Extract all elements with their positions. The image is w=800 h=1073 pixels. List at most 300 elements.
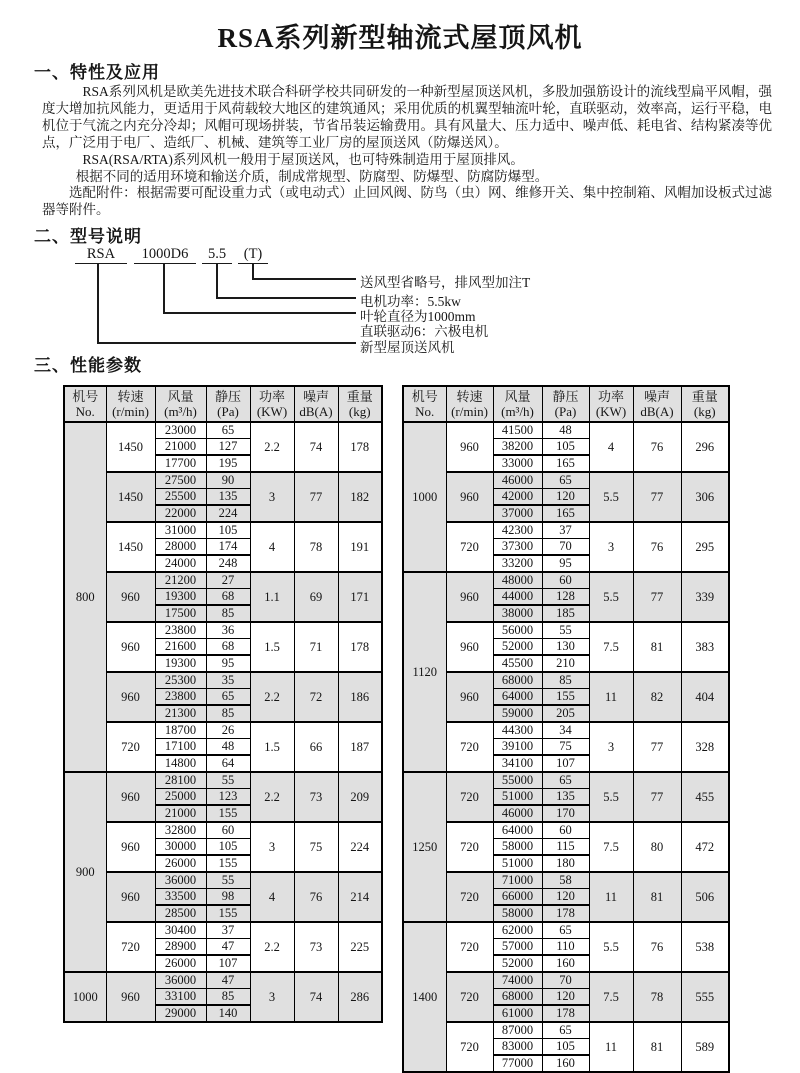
- speed-cell: 720: [106, 722, 155, 772]
- static-pressure-cell: 115: [542, 839, 589, 856]
- weight-cell: 404: [681, 672, 729, 722]
- column-header: 重量 (kg): [681, 386, 729, 422]
- airflow-cell: 23000: [155, 422, 206, 439]
- airflow-cell: 44000: [493, 589, 542, 606]
- noise-cell: 77: [633, 572, 681, 622]
- airflow-cell: 26000: [155, 855, 206, 872]
- static-pressure-cell: 120: [542, 989, 589, 1006]
- static-pressure-cell: 135: [206, 489, 250, 506]
- airflow-cell: 68000: [493, 989, 542, 1006]
- airflow-cell: 42300: [493, 522, 542, 539]
- airflow-cell: 33100: [155, 989, 206, 1006]
- table-row: [64, 722, 382, 739]
- static-pressure-cell: 68: [206, 639, 250, 656]
- static-pressure-cell: 180: [542, 855, 589, 872]
- static-pressure-cell: 37: [206, 922, 250, 939]
- table-row: [403, 472, 729, 489]
- airflow-cell: 51000: [493, 855, 542, 872]
- airflow-cell: 19300: [155, 589, 206, 606]
- speed-cell: 720: [446, 822, 493, 872]
- noise-cell: 76: [633, 922, 681, 972]
- speed-cell: 720: [446, 972, 493, 1022]
- table-row: [64, 872, 382, 889]
- table-row: [64, 972, 382, 989]
- airflow-cell: 83000: [493, 1039, 542, 1056]
- static-pressure-cell: 48: [206, 739, 250, 756]
- airflow-cell: 29000: [155, 1005, 206, 1022]
- airflow-cell: 27500: [155, 472, 206, 489]
- power-cell: 1.5: [250, 722, 294, 772]
- table-row: [64, 822, 382, 839]
- connector-line: [216, 297, 356, 299]
- machine-no-cell: 1000: [403, 422, 446, 572]
- airflow-cell: 30000: [155, 839, 206, 856]
- airflow-cell: 23800: [155, 622, 206, 639]
- column-header: 噪声 dB(A): [294, 386, 338, 422]
- table-row: [64, 772, 382, 789]
- table-header: [403, 386, 729, 422]
- airflow-cell: 34100: [493, 755, 542, 772]
- weight-cell: 328: [681, 722, 729, 772]
- airflow-cell: 87000: [493, 1022, 542, 1039]
- speed-cell: 960: [446, 622, 493, 672]
- static-pressure-cell: 155: [542, 689, 589, 706]
- machine-no-cell: 1400: [403, 922, 446, 1072]
- speed-cell: 960: [106, 872, 155, 922]
- table-body: [403, 422, 729, 1072]
- airflow-cell: 39100: [493, 739, 542, 756]
- static-pressure-cell: 135: [542, 789, 589, 806]
- static-pressure-cell: 123: [206, 789, 250, 806]
- power-cell: 7.5: [589, 822, 633, 872]
- static-pressure-cell: 60: [542, 572, 589, 589]
- power-cell: 7.5: [589, 622, 633, 672]
- airflow-cell: 58000: [493, 839, 542, 856]
- noise-cell: 77: [633, 472, 681, 522]
- column-header: 功率 (KW): [589, 386, 633, 422]
- weight-cell: 187: [338, 722, 382, 772]
- airflow-cell: 25500: [155, 489, 206, 506]
- static-pressure-cell: 210: [542, 655, 589, 672]
- static-pressure-cell: 155: [206, 855, 250, 872]
- paragraph: RSA(RSA/RTA)系列风机一般用于屋顶送风，也可特殊制造用于屋顶排风。: [82, 151, 524, 167]
- power-cell: 1.1: [250, 572, 294, 622]
- static-pressure-cell: 85: [542, 672, 589, 689]
- speed-cell: 720: [446, 522, 493, 572]
- performance-table-right: [402, 385, 730, 1073]
- noise-cell: 77: [294, 472, 338, 522]
- speed-cell: 960: [446, 422, 493, 472]
- airflow-cell: 41500: [493, 422, 542, 439]
- page-title: RSA系列新型轴流式屋顶风机: [217, 23, 583, 53]
- speed-cell: 960: [106, 822, 155, 872]
- weight-cell: 178: [338, 422, 382, 472]
- table-row: [403, 522, 729, 539]
- static-pressure-cell: 185: [542, 605, 589, 622]
- static-pressure-cell: 65: [542, 922, 589, 939]
- static-pressure-cell: 95: [206, 655, 250, 672]
- static-pressure-cell: 98: [206, 889, 250, 906]
- noise-cell: 78: [633, 972, 681, 1022]
- airflow-cell: 52000: [493, 639, 542, 656]
- airflow-cell: 38000: [493, 605, 542, 622]
- speed-cell: 960: [106, 972, 155, 1022]
- weight-cell: 455: [681, 772, 729, 822]
- airflow-cell: 37000: [493, 505, 542, 522]
- column-header: 转速 (r/min): [106, 386, 155, 422]
- power-cell: 5.5: [589, 472, 633, 522]
- static-pressure-cell: 55: [206, 872, 250, 889]
- static-pressure-cell: 224: [206, 505, 250, 522]
- static-pressure-cell: 248: [206, 555, 250, 572]
- static-pressure-cell: 58: [542, 872, 589, 889]
- airflow-cell: 51000: [493, 789, 542, 806]
- weight-cell: 186: [338, 672, 382, 722]
- table-row: [403, 972, 729, 989]
- static-pressure-cell: 85: [206, 605, 250, 622]
- column-header: 机号 No.: [403, 386, 446, 422]
- static-pressure-cell: 47: [206, 972, 250, 989]
- static-pressure-cell: 27: [206, 572, 250, 589]
- static-pressure-cell: 140: [206, 1005, 250, 1022]
- paragraph: 根据不同的适用环境和输送介质，制成常规型、防腐型、防爆型、防腐防爆型。: [75, 168, 549, 184]
- machine-no-cell: 1250: [403, 772, 446, 922]
- table-row: [64, 422, 382, 439]
- static-pressure-cell: 65: [542, 772, 589, 789]
- column-header: 功率 (KW): [250, 386, 294, 422]
- static-pressure-cell: 85: [206, 705, 250, 722]
- static-pressure-cell: 65: [542, 1022, 589, 1039]
- static-pressure-cell: 65: [542, 472, 589, 489]
- connector-line: [163, 264, 165, 313]
- speed-cell: 1450: [106, 472, 155, 522]
- power-cell: 2.2: [250, 672, 294, 722]
- noise-cell: 71: [294, 622, 338, 672]
- power-cell: 4: [250, 872, 294, 922]
- airflow-cell: 38200: [493, 439, 542, 456]
- speed-cell: 960: [106, 572, 155, 622]
- weight-cell: 178: [338, 622, 382, 672]
- power-cell: 7.5: [589, 972, 633, 1022]
- speed-cell: 720: [106, 922, 155, 972]
- static-pressure-cell: 160: [542, 955, 589, 972]
- airflow-cell: 57000: [493, 939, 542, 956]
- noise-cell: 72: [294, 672, 338, 722]
- noise-cell: 80: [633, 822, 681, 872]
- noise-cell: 77: [633, 722, 681, 772]
- section-heading-model: 二、型号说明: [34, 227, 142, 246]
- speed-cell: 960: [106, 622, 155, 672]
- column-header: 转速 (r/min): [446, 386, 493, 422]
- speed-cell: 720: [446, 722, 493, 772]
- airflow-cell: 17100: [155, 739, 206, 756]
- table-row: [64, 572, 382, 589]
- static-pressure-cell: 155: [206, 905, 250, 922]
- table-row: [403, 722, 729, 739]
- connector-line: [216, 264, 218, 298]
- static-pressure-cell: 48: [542, 422, 589, 439]
- static-pressure-cell: 107: [206, 955, 250, 972]
- model-label-diameter: 叶轮直径为1000mm: [360, 309, 476, 324]
- table-row: [64, 522, 382, 539]
- static-pressure-cell: 155: [206, 805, 250, 822]
- weight-cell: 538: [681, 922, 729, 972]
- speed-cell: 720: [446, 872, 493, 922]
- power-cell: 4: [250, 522, 294, 572]
- weight-cell: 286: [338, 972, 382, 1022]
- airflow-cell: 21000: [155, 805, 206, 822]
- static-pressure-cell: 68: [206, 589, 250, 606]
- power-cell: 3: [250, 972, 294, 1022]
- static-pressure-cell: 70: [542, 539, 589, 556]
- static-pressure-cell: 127: [206, 439, 250, 456]
- static-pressure-cell: 205: [542, 705, 589, 722]
- model-part-series: RSA: [75, 246, 127, 264]
- airflow-cell: 33200: [493, 555, 542, 572]
- speed-cell: 1450: [106, 422, 155, 472]
- power-cell: 5.5: [589, 572, 633, 622]
- table-row: [403, 872, 729, 889]
- column-header: 风量 (m³/h): [493, 386, 542, 422]
- airflow-cell: 36000: [155, 972, 206, 989]
- static-pressure-cell: 65: [206, 422, 250, 439]
- noise-cell: 82: [633, 672, 681, 722]
- weight-cell: 182: [338, 472, 382, 522]
- speed-cell: 720: [446, 772, 493, 822]
- noise-cell: 76: [294, 872, 338, 922]
- airflow-cell: 59000: [493, 705, 542, 722]
- static-pressure-cell: 107: [542, 755, 589, 772]
- connector-line: [97, 264, 99, 343]
- airflow-cell: 32800: [155, 822, 206, 839]
- speed-cell: 960: [446, 472, 493, 522]
- airflow-cell: 37300: [493, 539, 542, 556]
- airflow-cell: 48000: [493, 572, 542, 589]
- airflow-cell: 77000: [493, 1055, 542, 1072]
- static-pressure-cell: 170: [542, 805, 589, 822]
- model-part-power: 5.5: [202, 246, 232, 264]
- airflow-cell: 14800: [155, 755, 206, 772]
- airflow-cell: 64000: [493, 689, 542, 706]
- weight-cell: 555: [681, 972, 729, 1022]
- weight-cell: 171: [338, 572, 382, 622]
- airflow-cell: 46000: [493, 472, 542, 489]
- static-pressure-cell: 64: [206, 755, 250, 772]
- speed-cell: 720: [446, 1022, 493, 1072]
- model-label-series: 新型屋顶送风机: [360, 340, 455, 355]
- noise-cell: 81: [633, 1022, 681, 1072]
- section-heading-performance: 三、性能参数: [34, 356, 142, 375]
- section-heading-features: 一、特性及应用: [34, 63, 160, 82]
- weight-cell: 383: [681, 622, 729, 672]
- airflow-cell: 17700: [155, 455, 206, 472]
- static-pressure-cell: 178: [542, 1005, 589, 1022]
- airflow-cell: 21600: [155, 639, 206, 656]
- airflow-cell: 22000: [155, 505, 206, 522]
- static-pressure-cell: 65: [206, 689, 250, 706]
- table-row: [403, 622, 729, 639]
- static-pressure-cell: 105: [542, 1039, 589, 1056]
- weight-cell: 214: [338, 872, 382, 922]
- speed-cell: 960: [446, 572, 493, 622]
- airflow-cell: 31000: [155, 522, 206, 539]
- airflow-cell: 62000: [493, 922, 542, 939]
- model-label-exhaust: 送风型省略号，排风型加注T: [360, 275, 531, 290]
- static-pressure-cell: 26: [206, 722, 250, 739]
- static-pressure-cell: 36: [206, 622, 250, 639]
- airflow-cell: 25300: [155, 672, 206, 689]
- weight-cell: 209: [338, 772, 382, 822]
- table-header: [64, 386, 382, 422]
- connector-line: [252, 264, 254, 279]
- power-cell: 4: [589, 422, 633, 472]
- airflow-cell: 56000: [493, 622, 542, 639]
- static-pressure-cell: 105: [206, 522, 250, 539]
- noise-cell: 81: [633, 622, 681, 672]
- noise-cell: 75: [294, 822, 338, 872]
- airflow-cell: 58000: [493, 905, 542, 922]
- connector-line: [97, 342, 356, 344]
- table-row: [403, 672, 729, 689]
- table-body: [64, 422, 382, 1022]
- power-cell: 2.2: [250, 772, 294, 822]
- airflow-cell: 28500: [155, 905, 206, 922]
- airflow-cell: 55000: [493, 772, 542, 789]
- airflow-cell: 21300: [155, 705, 206, 722]
- power-cell: 3: [250, 822, 294, 872]
- static-pressure-cell: 105: [206, 839, 250, 856]
- paragraph: 选配附件：根据需要可配设重力式（或电动式）止回风阀、防鸟（虫）网、维修开关、集中控制箱、风帽加设板式过滤器等附件。: [42, 185, 772, 218]
- airflow-cell: 30400: [155, 922, 206, 939]
- airflow-cell: 28000: [155, 539, 206, 556]
- static-pressure-cell: 85: [206, 989, 250, 1006]
- static-pressure-cell: 120: [542, 889, 589, 906]
- airflow-cell: 28900: [155, 939, 206, 956]
- noise-cell: 78: [294, 522, 338, 572]
- noise-cell: 69: [294, 572, 338, 622]
- static-pressure-cell: 60: [206, 822, 250, 839]
- power-cell: 5.5: [589, 922, 633, 972]
- speed-cell: 1450: [106, 522, 155, 572]
- static-pressure-cell: 75: [542, 739, 589, 756]
- features-paragraphs: [42, 84, 772, 219]
- noise-cell: 76: [633, 422, 681, 472]
- airflow-cell: 68000: [493, 672, 542, 689]
- static-pressure-cell: 70: [542, 972, 589, 989]
- airflow-cell: 17500: [155, 605, 206, 622]
- airflow-cell: 19300: [155, 655, 206, 672]
- table-row: [64, 472, 382, 489]
- airflow-cell: 21200: [155, 572, 206, 589]
- speed-cell: 960: [106, 772, 155, 822]
- static-pressure-cell: 35: [206, 672, 250, 689]
- airflow-cell: 61000: [493, 1005, 542, 1022]
- airflow-cell: 36000: [155, 872, 206, 889]
- static-pressure-cell: 55: [542, 622, 589, 639]
- weight-cell: 296: [681, 422, 729, 472]
- performance-table-left: [63, 385, 383, 1023]
- power-cell: 3: [589, 722, 633, 772]
- column-header: 机号 No.: [64, 386, 106, 422]
- static-pressure-cell: 120: [542, 489, 589, 506]
- airflow-cell: 52000: [493, 955, 542, 972]
- noise-cell: 74: [294, 972, 338, 1022]
- static-pressure-cell: 110: [542, 939, 589, 956]
- static-pressure-cell: 128: [542, 589, 589, 606]
- static-pressure-cell: 165: [542, 455, 589, 472]
- header-row: [64, 386, 382, 422]
- static-pressure-cell: 195: [206, 455, 250, 472]
- table-row: [64, 622, 382, 639]
- static-pressure-cell: 160: [542, 1055, 589, 1072]
- machine-no-cell: 800: [64, 422, 106, 772]
- static-pressure-cell: 105: [542, 439, 589, 456]
- static-pressure-cell: 55: [206, 772, 250, 789]
- model-part-exhaust: (T): [238, 246, 268, 264]
- static-pressure-cell: 60: [542, 822, 589, 839]
- connector-line: [163, 312, 356, 314]
- table-row: [403, 422, 729, 439]
- static-pressure-cell: 130: [542, 639, 589, 656]
- connector-line: [252, 278, 356, 280]
- power-cell: 2.2: [250, 922, 294, 972]
- speed-cell: 960: [446, 672, 493, 722]
- speed-cell: 960: [106, 672, 155, 722]
- weight-cell: 339: [681, 572, 729, 622]
- airflow-cell: 28100: [155, 772, 206, 789]
- weight-cell: 589: [681, 1022, 729, 1072]
- power-cell: 3: [589, 522, 633, 572]
- airflow-cell: 46000: [493, 805, 542, 822]
- noise-cell: 76: [633, 522, 681, 572]
- machine-no-cell: 1120: [403, 572, 446, 772]
- table-row: [64, 672, 382, 689]
- airflow-cell: 25000: [155, 789, 206, 806]
- weight-cell: 191: [338, 522, 382, 572]
- column-header: 静压 (Pa): [206, 386, 250, 422]
- power-cell: 11: [589, 1022, 633, 1072]
- noise-cell: 81: [633, 872, 681, 922]
- column-header: 静压 (Pa): [542, 386, 589, 422]
- static-pressure-cell: 34: [542, 722, 589, 739]
- power-cell: 11: [589, 672, 633, 722]
- static-pressure-cell: 47: [206, 939, 250, 956]
- airflow-cell: 42000: [493, 489, 542, 506]
- power-cell: 1.5: [250, 622, 294, 672]
- column-header: 噪声 dB(A): [633, 386, 681, 422]
- weight-cell: 472: [681, 822, 729, 872]
- static-pressure-cell: 165: [542, 505, 589, 522]
- weight-cell: 225: [338, 922, 382, 972]
- power-cell: 5.5: [589, 772, 633, 822]
- paragraph: RSA系列风机是欧美先进技术联合科研学校共同研发的一种新型屋顶送风机，多股加强筋设计的流线型扁平风帽，强度大增加抗风能力，更适用于风荷载较大地区的建筑通风；采用优质的机翼型轴流叶轮，直联驱动，效率高，运行平稳，电机位于气流之内充分冷却；风帽可现场拼装，节省吊装运输费用。具有风量大、压力适中、噪声低、耗电省、结构紧凑等优点，广泛用于电厂、造纸厂、机械、建筑等工业厂房的屋顶送风（防爆送风）。: [42, 84, 772, 150]
- table-row: [403, 772, 729, 789]
- airflow-cell: 21000: [155, 439, 206, 456]
- weight-cell: 506: [681, 872, 729, 922]
- static-pressure-cell: 178: [542, 905, 589, 922]
- performance-table-right-wrap: [402, 385, 730, 1073]
- machine-no-cell: 900: [64, 772, 106, 972]
- airflow-cell: 18700: [155, 722, 206, 739]
- airflow-cell: 26000: [155, 955, 206, 972]
- static-pressure-cell: 174: [206, 539, 250, 556]
- performance-table-left-wrap: [63, 385, 383, 1023]
- noise-cell: 66: [294, 722, 338, 772]
- column-header: 风量 (m³/h): [155, 386, 206, 422]
- model-part-size: 1000D6: [134, 246, 196, 264]
- static-pressure-cell: 90: [206, 472, 250, 489]
- noise-cell: 73: [294, 772, 338, 822]
